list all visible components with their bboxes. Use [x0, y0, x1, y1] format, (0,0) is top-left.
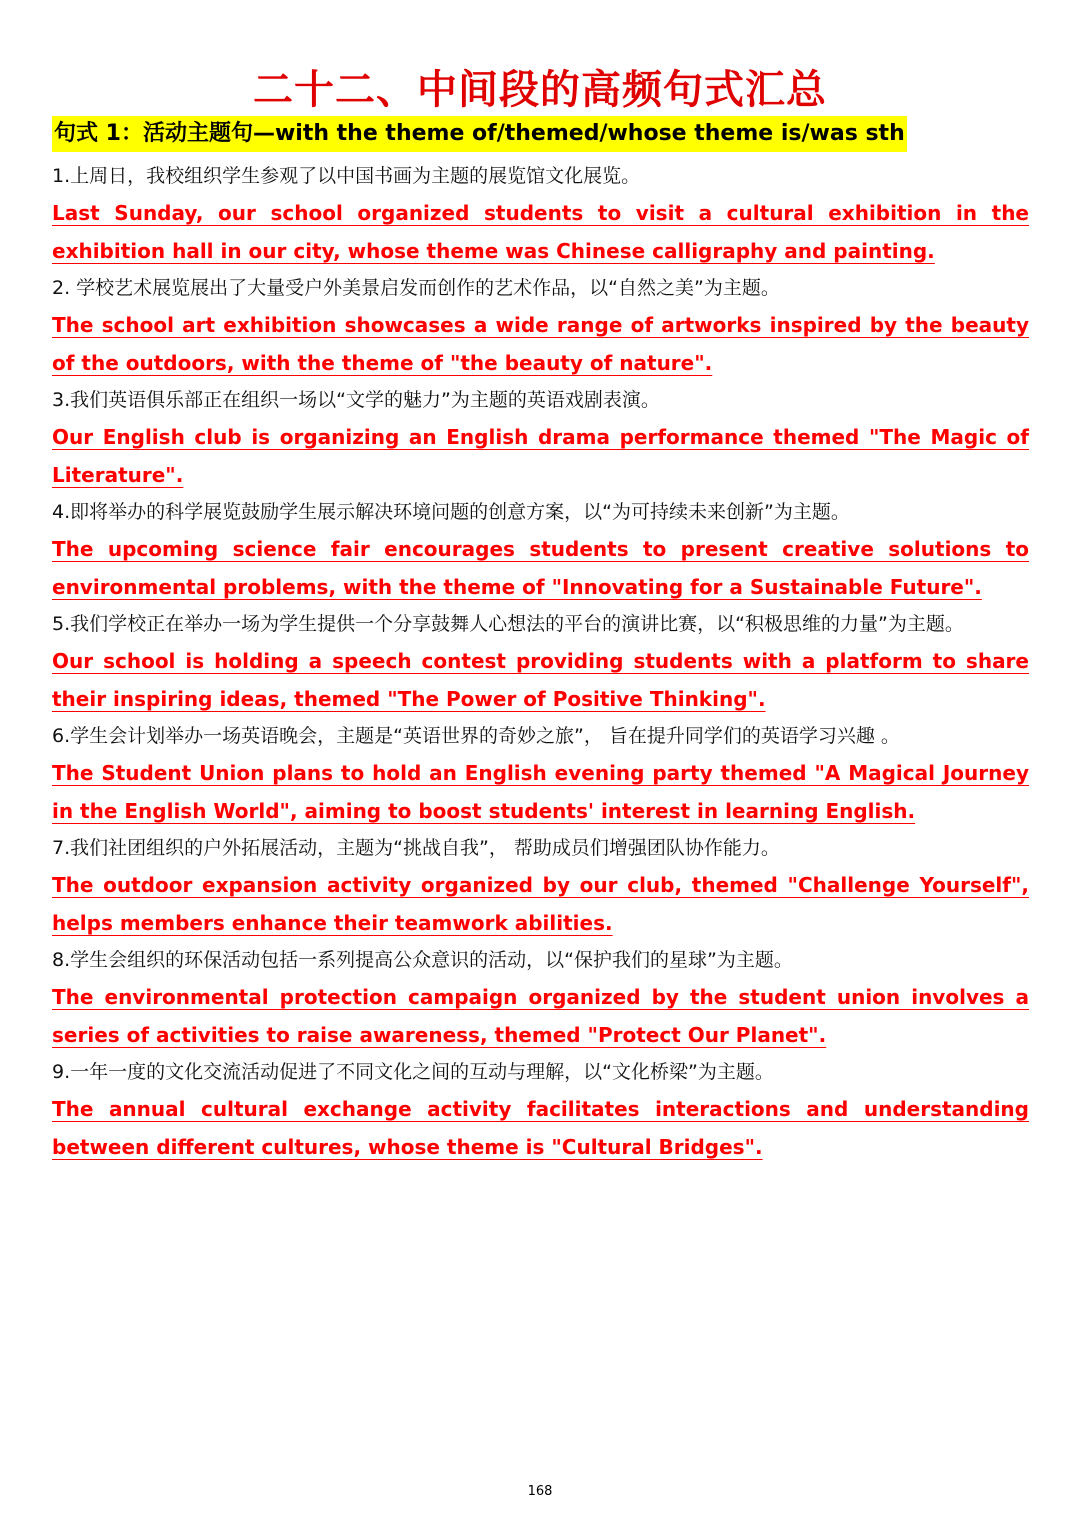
section-heading: 句式 1：活动主题句—with the theme of/themed/whose theme is/was sth [52, 116, 907, 152]
chinese-sentence: 4.即将举办的科学展览鼓励学生展示解决环境问题的创意方案，以“为可持续未来创新”为主题。 [52, 501, 850, 523]
english-translation: The upcoming science fair encourages students to present creative solutions to environmental problems, with the theme of "Innovating for a Sustainable Future". [52, 537, 1029, 599]
sentence-item-2 [52, 270, 1029, 382]
english-translation: Last Sunday, our school organized students to visit a cultural exhibition in the exhibition hall in our city, whose theme was Chinese calligraphy and painting. [52, 201, 1029, 263]
chinese-sentence: 9.一年一度的文化交流活动促进了不同文化之间的互动与理解，以“文化桥梁”为主题。 [52, 1061, 774, 1083]
page-title: 二十二、中间段的高频句式汇总 [253, 67, 827, 113]
sentence-item-1 [52, 158, 1029, 270]
chinese-sentence: 5.我们学校正在举办一场为学生提供一个分享鼓舞人心想法的平台的演讲比赛，以“积极思维的力量”为主题。 [52, 613, 964, 635]
sentence-item-3 [52, 382, 1029, 494]
english-translation: The annual cultural exchange activity facilitates interactions and understanding between different cultures, whose theme is "Cultural Bridges". [52, 1097, 1029, 1159]
chinese-sentence: 6.学生会计划举办一场英语晚会，主题是“英语世界的奇妙之旅”， 旨在提升同学们的英语学习兴趣 。 [52, 725, 900, 747]
english-translation: The outdoor expansion activity organized by our club, themed "Challenge Yourself", helps members enhance their teamwork abilities. [52, 873, 1029, 935]
sentence-item-4 [52, 494, 1029, 606]
sentence-item-9 [52, 1054, 1029, 1166]
english-translation: The environmental protection campaign organized by the student union involves a series of activities to raise awareness, themed "Protect Our Planet". [52, 985, 1029, 1047]
chinese-sentence: 7.我们社团组织的户外拓展活动，主题为“挑战自我”， 帮助成员们增强团队协作能力。 [52, 837, 780, 859]
sentence-item-7 [52, 830, 1029, 942]
english-translation: Our school is holding a speech contest providing students with a platform to share their inspiring ideas, themed "The Power of Positive Thinking". [52, 649, 1029, 711]
chinese-sentence: 1.上周日，我校组织学生参观了以中国书画为主题的展览馆文化展览。 [52, 165, 641, 187]
sentence-item-6 [52, 718, 1029, 830]
english-translation: The Student Union plans to hold an English evening party themed "A Magical Journey in the English World", aiming to boost students' interest in learning English. [52, 761, 1029, 823]
document-body [52, 116, 1029, 1166]
page-number: 168 [527, 1484, 553, 1499]
chinese-sentence: 8.学生会组织的环保活动包括一系列提高公众意识的活动，以“保护我们的星球”为主题。 [52, 949, 793, 971]
chinese-sentence: 2. 学校艺术展览展出了大量受户外美景启发而创作的艺术作品，以“自然之美”为主题。 [52, 277, 780, 299]
sentence-item-5 [52, 606, 1029, 718]
english-translation: The school art exhibition showcases a wide range of artworks inspired by the beauty of the outdoors, with the theme of "the beauty of nature". [52, 313, 1029, 375]
sentence-item-8 [52, 942, 1029, 1054]
chinese-sentence: 3.我们英语俱乐部正在组织一场以“文学的魅力”为主题的英语戏剧表演。 [52, 389, 660, 411]
english-translation: Our English club is organizing an English drama performance themed "The Magic of Literature". [52, 425, 1029, 487]
